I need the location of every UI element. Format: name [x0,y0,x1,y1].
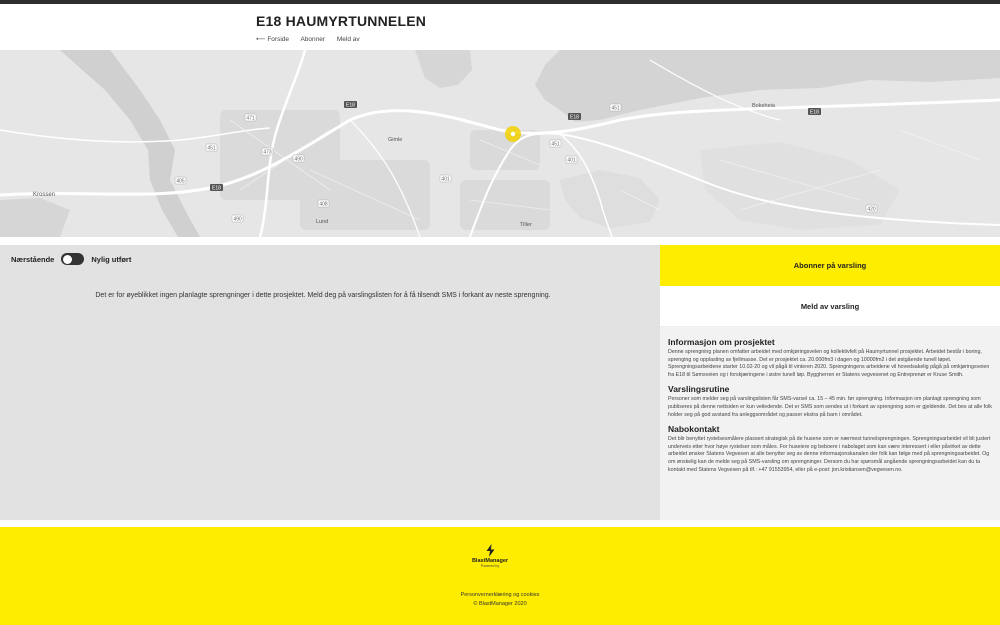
toggle-knob [63,255,72,264]
empty-state-message: Det er for øyeblikket ingen planlagte sprengninger i dette prosjektet. Meld deg på varslingslisten for å få tilsendt SMS i forkant av neste sprengning. [95,292,551,299]
map-place-label: Tiller [520,222,532,228]
section-title-info: Informasjon om prosjektet [668,337,775,347]
unsubscribe-button[interactable]: Meld av varsling [660,286,1000,327]
map-road-label [440,175,451,183]
section-title-varsling: Varslingsrutine [668,384,730,395]
section-body-varsling: Personer som melder seg på varslingslisten får SMS-varsel ca. 15 – 45 min. før sprengning. Informasjon om planlagt sprengning som publiseres på denne nettsiden er kun veiledende. Det er SMS som sendes ut i forkant av sprengning som er gjeldende. Det bes at alle folk holder seg på god avstand fra anleggsområdet og passer ekstra på barn i området. [668,396,992,418]
map-place-label: Bokeheia [752,103,775,109]
logo-name: BlastManager [471,558,509,564]
nav-link-abonner[interactable]: Abonner [300,36,326,43]
map-road-label [808,108,821,116]
map-road-label [293,155,304,163]
subscribe-button[interactable]: Abonner på varsling [660,245,1000,286]
svg-text:490: 490 [233,216,242,223]
project-map[interactable] [0,50,1000,237]
page-title: E18 HAUMYRTUNNELEN [256,13,427,29]
logo-subtitle: Powered by [480,564,500,568]
svg-text:E18: E18 [346,102,355,109]
map-road-label [206,144,217,152]
map-road-label [566,156,577,164]
section-title-nabokontakt: Nabokontakt [668,424,720,435]
map-place-label: Krossen [33,192,56,198]
nav-link-forside[interactable]: ⟵ Forside [256,36,290,43]
map-road-label [568,113,581,121]
svg-text:405: 405 [176,178,185,185]
svg-text:420: 420 [867,206,876,213]
privacy-link[interactable]: Personvernerklæring og cookies [460,592,540,598]
nav-link-meld-av[interactable]: Meld av [336,36,360,43]
filter-toggle-row [11,253,131,265]
svg-text:471: 471 [246,115,255,122]
project-info [660,327,1000,520]
map-road-label [318,200,329,208]
map-road-label [866,205,877,213]
map-canvas [0,50,1000,237]
sidebar [660,245,1000,520]
map-road-label [550,140,561,148]
svg-text:401: 401 [567,157,576,164]
map-road-label [245,114,256,122]
location-marker-icon[interactable] [505,126,521,142]
map-road-label [262,148,273,156]
section-body-nabokontakt: Det blir benyttet rystelsesmålere plassert strategisk på de husene som er nærmest tunnelsprengningen. Sprengningsarbeidet vil bli justert underveis etter hvor høye rystelser som måles. For huseiere og beboere i nabolaget som kan være interessert i eller påvirket av dette arbeidet ønsker Statens Vegvesen at alle benytter seg av denne informasjonskanalen der folk kan følge med på sprengningsarbeidet. Og om ønskelig kan de melde seg på SMS-varsling om sprengninger. Dersom du har spørsmål angående sprengningsarbeidet kan du ta kontakt med Statens Vegvesen på tlf.: +47 91553954, eller på e-post: jon.kristiansen@vegvesen.no. [668,436,991,473]
map-road-label [344,101,357,109]
map-road-label [610,104,621,112]
svg-text:401: 401 [441,176,450,183]
svg-text:E18: E18 [570,114,579,121]
svg-text:473: 473 [263,149,272,156]
back-arrow-icon: ⟵ [256,36,266,43]
svg-text:451: 451 [611,105,620,112]
filter-label-nylig-utfort: Nylig utført [91,254,132,264]
map-place-label: Lund [316,219,329,225]
map-road-label [210,184,223,192]
nav-links [256,35,370,43]
spacer [0,520,1000,527]
svg-text:451: 451 [207,145,216,152]
svg-text:490: 490 [294,156,303,163]
filter-label-naerstaende: Nærstående [11,254,55,264]
map-place-label: Gimle [388,137,403,143]
svg-text:451: 451 [551,141,560,148]
footer [0,527,1000,625]
map-road-label [232,215,243,223]
spacer [0,237,1000,245]
filter-toggle[interactable] [61,253,84,265]
header [0,4,1000,50]
blast-list-panel [0,245,660,520]
svg-text:E18: E18 [810,109,819,116]
map-road-label [175,177,186,185]
lightning-bolt-icon [486,544,495,557]
section-body-info: Denne sprengning planen omfatter arbeidet med omkjøringsvelen og kollektivfelt på Haumyrtunnel prosjektet. Arbeidet består i boring, sprenging og opplasting av fjellmasse. Det er prosjektet ca. 20.000fm3 i dagen og 10000fm2 i det østgående tunell løpet. Sprengningsarbeidene starter 10.02-20 og vil pågå til vinteren 2020. Sprengningens arbeidene vil hovedsakelig pågå på omkjøringsveien fra E18 til Sømsveien og i forskjæringene i østre tunell løp. Byggherren er Statens vegvesenet og Entreprenør er Kruse Smith. [668,349,990,378]
svg-text:E18: E18 [212,185,221,192]
svg-text:408: 408 [319,201,328,208]
copyright: © BlastManager 2020 [473,601,527,607]
blastmanager-logo[interactable] [460,544,520,568]
